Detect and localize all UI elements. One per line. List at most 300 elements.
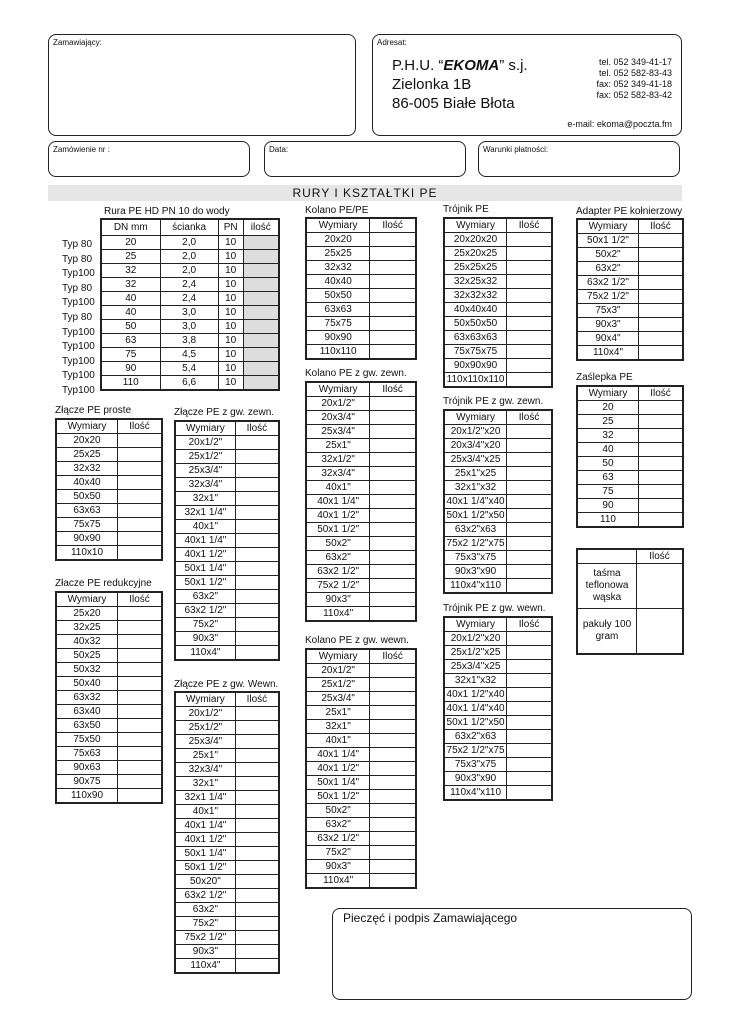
quantity-cell[interactable] xyxy=(370,275,416,289)
table-row: 75x50 xyxy=(56,733,162,747)
quantity-cell[interactable] xyxy=(507,744,552,758)
quantity-cell[interactable] xyxy=(507,495,552,509)
quantity-cell[interactable] xyxy=(235,763,279,777)
quantity-cell[interactable] xyxy=(117,705,162,719)
quantity-cell[interactable] xyxy=(117,719,162,733)
pipe-type-label: Typ100 xyxy=(62,385,95,396)
table-row: 63x2 1/2" xyxy=(175,889,279,903)
quantity-cell[interactable] xyxy=(235,735,279,749)
company-name: EKOMA xyxy=(443,57,500,74)
zaslepka-table: Wymiary Ilość 20 25 32 40 50 63 75 90 110 xyxy=(576,385,684,528)
quantity-cell[interactable] xyxy=(370,692,416,706)
table-row: 40x1 1/4"x40 xyxy=(444,495,552,509)
quantity-cell[interactable] xyxy=(235,632,279,646)
quantity-cell[interactable] xyxy=(370,804,416,818)
table-row: 90x3" xyxy=(306,593,416,607)
quantity-cell[interactable] xyxy=(507,303,552,317)
quantity-cell[interactable] xyxy=(507,439,552,453)
quantity-cell[interactable] xyxy=(638,401,683,415)
quantity-cell[interactable] xyxy=(235,889,279,903)
quantity-cell[interactable] xyxy=(235,604,279,618)
quantity-cell[interactable] xyxy=(370,860,416,874)
quantity-cell[interactable] xyxy=(507,772,552,786)
table-row: 63 xyxy=(577,471,683,485)
quantity-cell[interactable] xyxy=(117,789,162,804)
pipe-header: ilość xyxy=(243,219,279,236)
table-row: 63x63 xyxy=(56,504,162,518)
quantity-cell[interactable] xyxy=(507,716,552,730)
table-row: 32x3/4" xyxy=(306,467,416,481)
quantity-cell[interactable] xyxy=(117,747,162,761)
quantity-cell[interactable] xyxy=(507,537,552,551)
table-row: 32x1"x32 xyxy=(444,674,552,688)
table-row: 90 5,4 10 xyxy=(101,362,279,376)
table-row: 63x32 xyxy=(56,691,162,705)
quantity-cell[interactable] xyxy=(370,776,416,790)
quantity-cell[interactable] xyxy=(235,833,279,847)
table-row: 50 xyxy=(577,457,683,471)
phone-list: tel. 052 349-41-17 tel. 052 582-83-43 fax: 052 349-41-18 fax: 052 582-83-42 xyxy=(596,57,672,100)
zlacze-zewn-table: Wymiary Ilość 20x1/2" 25x1/2" 25x3/4" 32x3/4" 32x1" 32x1 1/4" 40x1" 40x1 1/4" 40x1 1/2" 50x1 1/4" 50x1 1/2" 63x2" 63x2 1/2" 75x2" 90x3" 110x4" xyxy=(174,420,280,661)
table-row: 50x1 1/4" xyxy=(175,847,279,861)
quantity-cell[interactable] xyxy=(117,434,162,448)
quantity-cell[interactable] xyxy=(370,790,416,804)
zlacze-red-caption: Złacze PE redukcyjne xyxy=(55,578,152,589)
teflon-tape-label: taśma teflonowa wąska xyxy=(577,564,637,609)
table-row: 75x2" xyxy=(175,618,279,632)
quantity-cell[interactable] xyxy=(370,832,416,846)
quantity-cell[interactable] xyxy=(370,317,416,331)
table-row: 50x1 1/2" xyxy=(175,576,279,590)
pipe-header: PN xyxy=(218,219,243,236)
trojnik-wewn-caption: Trójnik PE z gw. wewn. xyxy=(443,603,546,614)
quantity-cell[interactable] xyxy=(507,467,552,481)
quantity-cell[interactable] xyxy=(235,492,279,506)
zlacze-zewn-caption: Złącze PE z gw. zewn. xyxy=(174,407,275,418)
table-row: 63x2 1/2" xyxy=(175,604,279,618)
quantity-cell[interactable] xyxy=(507,523,552,537)
table-row: 50x50x50 xyxy=(444,317,552,331)
quantity-cell[interactable] xyxy=(235,917,279,931)
table-row: 50x1 1/4" xyxy=(306,776,416,790)
table-row: 40x1" xyxy=(306,481,416,495)
table-row: 90 xyxy=(577,499,683,513)
table-row: 40x1 1/4" xyxy=(306,748,416,762)
email: e-mail: ekoma@poczta.fm xyxy=(567,119,672,129)
table-row: 110x10 xyxy=(56,546,162,561)
table-row: 40x1" xyxy=(175,805,279,819)
table-row: 20x1/2"x20 xyxy=(444,632,552,646)
quantity-cell[interactable] xyxy=(235,436,279,450)
quantity-cell[interactable] xyxy=(235,959,279,974)
quantity-cell[interactable] xyxy=(235,721,279,735)
quantity-cell[interactable] xyxy=(370,303,416,317)
table-row: 90x3" xyxy=(577,318,683,332)
date-box[interactable]: Data: xyxy=(264,141,466,177)
quantity-cell[interactable] xyxy=(638,415,683,429)
misc-table: Ilość taśma teflonowa wąska pakuły 100 gram xyxy=(576,548,684,655)
quantity-cell[interactable] xyxy=(370,762,416,776)
quantity-cell[interactable] xyxy=(507,565,552,579)
quantity-cell[interactable] xyxy=(638,457,683,471)
table-row: 63x2 1/2" xyxy=(306,832,416,846)
quantity-cell[interactable] xyxy=(117,761,162,775)
quantity-cell[interactable] xyxy=(507,317,552,331)
quantity-cell[interactable] xyxy=(235,861,279,875)
quantity-cell[interactable] xyxy=(370,551,416,565)
quantity-cell[interactable] xyxy=(235,945,279,959)
table-row: 50x2" xyxy=(306,537,416,551)
table-row: 25x3/4" xyxy=(306,692,416,706)
quantity-cell[interactable] xyxy=(638,234,683,248)
payment-box[interactable]: Warunki płatności: xyxy=(478,141,680,177)
quantity-cell[interactable] xyxy=(370,874,416,889)
quantity-cell[interactable] xyxy=(638,318,683,332)
quantity-cell[interactable] xyxy=(370,565,416,579)
table-row: 40 3,0 10 xyxy=(101,306,279,320)
table-row: 110x4"x110 xyxy=(444,579,552,594)
quantity-cell[interactable] xyxy=(638,499,683,513)
quantity-cell[interactable] xyxy=(370,509,416,523)
table-row: 20x1/2" xyxy=(306,397,416,411)
quantity-cell[interactable] xyxy=(117,621,162,635)
quantity-cell[interactable] xyxy=(117,518,162,532)
quantity-cell[interactable] xyxy=(235,548,279,562)
quantity-cell[interactable] xyxy=(235,819,279,833)
quantity-cell[interactable] xyxy=(638,485,683,499)
table-row: 75x3"x75 xyxy=(444,758,552,772)
quantity-cell[interactable] xyxy=(507,730,552,744)
quantity-cell[interactable] xyxy=(117,649,162,663)
quantity-cell[interactable] xyxy=(370,411,416,425)
quantity-cell[interactable] xyxy=(507,261,552,275)
quantity-cell[interactable] xyxy=(235,646,279,661)
quantity-cell[interactable] xyxy=(235,749,279,763)
quantity-cell[interactable] xyxy=(507,275,552,289)
quantity-cell[interactable] xyxy=(370,734,416,748)
table-row: 25x1/2" xyxy=(306,678,416,692)
kolano-zewn-table: Wymiary Ilość 20x1/2" 20x3/4" 25x3/4" 25x1" 32x1/2" 32x3/4" 40x1" 40x1 1/4" 40x1 1/2" 50x1 1/2" 50x2" 63x2" 63x2 1/2" 75x2 1/2" 90x3" 110x4" xyxy=(305,381,417,622)
kolano-table: Wymiary Ilość 20x20 25x25 32x32 40x40 50x50 63x63 75x75 90x90 110x110 xyxy=(305,217,417,360)
quantity-cell[interactable] xyxy=(507,425,552,439)
table-row: 75x75x75 xyxy=(444,345,552,359)
quantity-cell[interactable] xyxy=(507,453,552,467)
quantity-cell[interactable] xyxy=(507,247,552,261)
pipe-caption: Rura PE HD PN 10 do wody xyxy=(104,206,230,217)
quantity-cell[interactable] xyxy=(370,537,416,551)
quantity-cell[interactable] xyxy=(507,579,552,594)
quantity-cell[interactable] xyxy=(638,429,683,443)
table-row: 40x1 1/2" xyxy=(306,762,416,776)
table-row: 20x1/2" xyxy=(175,436,279,450)
table-row: 63x63 xyxy=(306,303,416,317)
quantity-cell[interactable] xyxy=(235,590,279,604)
zlacze-wewn-table: Wymiary Ilość 20x1/2" 25x1/2" 25x3/4" 25x1" 32x3/4" 32x1" 32x1 1/4" 40x1" 40x1 1/4" 40x1 1/2" 50x1 1/4" 50x1 1/2" 50x20" 63x2 1/2" 63x2" 75x2" 75x2 1/2" 90x3" 110x4" xyxy=(174,691,280,974)
quantity-cell[interactable] xyxy=(370,345,416,360)
table-row: 32 2,0 10 xyxy=(101,264,279,278)
adapter-caption: Adapter PE kołnierzowy xyxy=(576,206,683,217)
quantity-cell[interactable] xyxy=(507,786,552,801)
quantity-cell[interactable] xyxy=(507,632,552,646)
table-row: 75x2" xyxy=(175,917,279,931)
table-row: 50x1 1/4" xyxy=(175,562,279,576)
quantity-cell[interactable] xyxy=(370,467,416,481)
pipe-type-label: Typ 80 xyxy=(62,239,93,250)
table-row: 63x50 xyxy=(56,719,162,733)
table-row: 110x4" xyxy=(175,959,279,974)
pipe-type-label: Typ100 xyxy=(62,268,95,280)
signature-box[interactable] xyxy=(332,908,692,1000)
quantity-cell[interactable] xyxy=(370,664,416,678)
quantity-cell[interactable] xyxy=(507,345,552,359)
table-row: 63x2" xyxy=(306,818,416,832)
zaslepka-caption: Zaślepka PE xyxy=(576,372,633,383)
table-row: 20x3/4" xyxy=(306,411,416,425)
table-row: 32x25x32 xyxy=(444,275,552,289)
table-row: 75x75 xyxy=(56,518,162,532)
quantity-cell[interactable] xyxy=(507,359,552,373)
table-row: 75x2 1/2" xyxy=(577,290,683,304)
table-row: 75x3"x75 xyxy=(444,551,552,565)
quantity-cell[interactable] xyxy=(370,607,416,622)
table-row: 40x32 xyxy=(56,635,162,649)
quantity-cell[interactable] xyxy=(235,805,279,819)
quantity-cell[interactable] xyxy=(117,733,162,747)
table-row: 40x40 xyxy=(56,476,162,490)
table-row: 75x75 xyxy=(306,317,416,331)
table-row: 63x2" xyxy=(175,590,279,604)
quantity-cell[interactable] xyxy=(117,448,162,462)
quantity-cell[interactable] xyxy=(117,490,162,504)
table-row: 75x63 xyxy=(56,747,162,761)
table-row: 32 2,4 10 xyxy=(101,278,279,292)
quantity-cell[interactable] xyxy=(638,276,683,290)
quantity-cell[interactable] xyxy=(235,506,279,520)
quantity-cell[interactable] xyxy=(507,758,552,772)
table-row: 110 6,6 10 xyxy=(101,376,279,391)
table-row: 32x3/4" xyxy=(175,478,279,492)
quantity-cell[interactable] xyxy=(370,593,416,607)
table-row: 90x3"x90 xyxy=(444,772,552,786)
quantity-cell[interactable] xyxy=(235,464,279,478)
addressee-label: Adresat: xyxy=(377,38,407,47)
quantity-cell[interactable] xyxy=(370,261,416,275)
table-row: 50x2" xyxy=(577,248,683,262)
table-row: 25x1" xyxy=(306,706,416,720)
pipe-header: DN mm xyxy=(101,219,160,236)
quantity-cell[interactable] xyxy=(370,247,416,261)
table-row: 25x25 xyxy=(306,247,416,261)
quantity-cell[interactable] xyxy=(638,471,683,485)
quantity-cell[interactable] xyxy=(370,439,416,453)
adapter-table: Wymiary Ilość 50x1 1/2" 50x2" 63x2" 63x2 1/2" 75x2 1/2" 75x3" 90x3" 90x4" 110x4" xyxy=(576,218,684,361)
quantity-cell[interactable] xyxy=(638,332,683,346)
quantity-cell[interactable] xyxy=(638,262,683,276)
table-row: 32x3/4" xyxy=(175,763,279,777)
quantity-cell[interactable] xyxy=(507,646,552,660)
table-row: 20x1/2" xyxy=(175,707,279,721)
table-row: 32 xyxy=(577,429,683,443)
quantity-cell[interactable] xyxy=(370,678,416,692)
quantity-cell[interactable] xyxy=(235,534,279,548)
quantity-cell[interactable] xyxy=(235,791,279,805)
quantity-cell[interactable] xyxy=(370,481,416,495)
quantity-cell[interactable] xyxy=(235,576,279,590)
quantity-cell[interactable] xyxy=(638,513,683,528)
quantity-cell[interactable] xyxy=(370,818,416,832)
table-row: 40x1" xyxy=(306,734,416,748)
table-row: 32x1/2" xyxy=(306,453,416,467)
quantity-cell[interactable] xyxy=(370,720,416,734)
quantity-cell[interactable] xyxy=(638,290,683,304)
orderer-box[interactable] xyxy=(48,34,356,136)
table-row: 90x90x90 xyxy=(444,359,552,373)
table-row: 63x2"x63 xyxy=(444,730,552,744)
quantity-cell[interactable] xyxy=(507,509,552,523)
table-row: 90x90 xyxy=(306,331,416,345)
quantity-cell[interactable] xyxy=(117,462,162,476)
quantity-cell[interactable] xyxy=(370,397,416,411)
table-row: 110x90 xyxy=(56,789,162,804)
quantity-cell[interactable] xyxy=(235,903,279,917)
table-row: 25x3/4" xyxy=(175,464,279,478)
signature-label: Pieczęć i podpis Zamawiającego xyxy=(343,911,518,925)
table-row: 90x3"x90 xyxy=(444,565,552,579)
table-row: 40x1 1/2" xyxy=(306,509,416,523)
quantity-cell[interactable] xyxy=(370,523,416,537)
pipe-header: ścianka xyxy=(160,219,218,236)
quantity-cell[interactable] xyxy=(370,579,416,593)
table-row: 90x75 xyxy=(56,775,162,789)
quantity-cell[interactable] xyxy=(235,847,279,861)
kolano-caption: Kolano PE/PE xyxy=(305,205,369,216)
quantity-cell[interactable] xyxy=(235,520,279,534)
quantity-cell[interactable] xyxy=(370,453,416,467)
table-row: 50x50 xyxy=(56,490,162,504)
kolano-wewn-table: Wymiary Ilość 20x1/2" 25x1/2" 25x3/4" 25x1" 32x1" 40x1" 40x1 1/4" 40x1 1/2" 50x1 1/4" 50x1 1/2" 50x2" 63x2" 63x2 1/2" 75x2" 90x3" 110x4" xyxy=(305,648,417,889)
quantity-cell[interactable] xyxy=(370,495,416,509)
table-row: 50x1 1/2" xyxy=(306,790,416,804)
quantity-cell[interactable] xyxy=(117,635,162,649)
table-row: 25x1"x25 xyxy=(444,467,552,481)
table-row: 90x3" xyxy=(306,860,416,874)
zlacze-proste-caption: Złącze PE proste xyxy=(55,405,132,416)
quantity-cell[interactable] xyxy=(117,546,162,561)
quantity-cell[interactable] xyxy=(235,707,279,721)
table-row: 25x3/4"x25 xyxy=(444,660,552,674)
table-row: 25x1/2" xyxy=(175,721,279,735)
table-row: 40x1 1/2" xyxy=(175,833,279,847)
quantity-cell[interactable] xyxy=(235,478,279,492)
table-row: 32x1 1/4" xyxy=(175,791,279,805)
table-row: 50x1 1/2"x50 xyxy=(444,716,552,730)
table-row: 75x2 1/2" xyxy=(175,931,279,945)
quantity-cell[interactable] xyxy=(370,289,416,303)
quantity-cell[interactable] xyxy=(235,562,279,576)
quantity-cell[interactable] xyxy=(117,775,162,789)
table-row: 32x32x32 xyxy=(444,289,552,303)
order-no-box[interactable]: Zamówienie nr : xyxy=(48,141,250,177)
quantity-cell[interactable] xyxy=(638,248,683,262)
quantity-cell[interactable] xyxy=(235,450,279,464)
table-row: 63x2"x63 xyxy=(444,523,552,537)
quantity-cell[interactable] xyxy=(235,618,279,632)
pipe-type-label: Typ100 xyxy=(62,341,95,353)
zlacze-red-table: Wymiary Ilość 25x20 32x25 40x32 50x25 50x32 50x40 63x32 63x40 63x50 75x50 75x63 90x63 90x75 110x90 xyxy=(55,591,163,804)
quantity-cell[interactable] xyxy=(117,476,162,490)
table-row: 20 2,0 10 xyxy=(101,236,279,250)
pipe-table xyxy=(100,218,280,391)
trojnik-wewn-table: Wymiary Ilość 20x1/2"x20 25x1/2"x25 25x3/4"x25 32x1"x32 40x1 1/2"x40 40x1 1/4"x40 50x1 1/2"x50 63x2"x63 75x2 1/2"x75 75x3"x75 90x3"x90 110x4"x110 xyxy=(443,616,553,801)
quantity-cell[interactable] xyxy=(370,846,416,860)
quantity-cell[interactable] xyxy=(117,532,162,546)
quantity-cell[interactable] xyxy=(117,607,162,621)
quantity-cell[interactable] xyxy=(507,373,552,388)
quantity-cell[interactable] xyxy=(117,504,162,518)
table-row: 25x25x25 xyxy=(444,261,552,275)
quantity-cell[interactable] xyxy=(507,233,552,247)
table-row: 20x20x20 xyxy=(444,233,552,247)
quantity-cell[interactable] xyxy=(638,304,683,318)
table-row: 90x3" xyxy=(175,945,279,959)
table-row: 40x1" xyxy=(175,520,279,534)
quantity-cell[interactable] xyxy=(117,691,162,705)
quantity-cell[interactable] xyxy=(235,931,279,945)
table-row: 40 xyxy=(577,443,683,457)
quantity-cell[interactable] xyxy=(235,875,279,889)
quantity-cell[interactable] xyxy=(370,425,416,439)
quantity-cell[interactable] xyxy=(507,481,552,495)
kolano-wewn-caption: Kolano PE z gw. wewn. xyxy=(305,635,409,646)
quantity-cell[interactable] xyxy=(507,331,552,345)
quantity-cell[interactable] xyxy=(507,674,552,688)
table-row: 63x40 xyxy=(56,705,162,719)
table-row: 63 3,8 10 xyxy=(101,334,279,348)
table-row: 40x1 1/4" xyxy=(175,534,279,548)
trojnik-zewn-table: Wymiary Ilość 20x1/2"x20 20x3/4"x20 25x3/4"x25 25x1"x25 32x1"x32 40x1 1/4"x40 50x1 1/2"x50 63x2"x63 75x2 1/2"x75 75x3"x75 90x3"x90 110x4"x110 xyxy=(443,409,553,594)
quantity-cell[interactable] xyxy=(235,777,279,791)
table-row: 110 xyxy=(577,513,683,528)
table-row: 25x25 xyxy=(56,448,162,462)
quantity-cell[interactable] xyxy=(507,551,552,565)
table-row: 40x40x40 xyxy=(444,303,552,317)
quantity-cell[interactable] xyxy=(370,748,416,762)
quantity-cell[interactable] xyxy=(507,289,552,303)
quantity-cell[interactable] xyxy=(507,688,552,702)
table-row: 110x110x110 xyxy=(444,373,552,388)
pipe-type-label: Typ100 xyxy=(62,370,95,382)
table-row: 32x1 1/4" xyxy=(175,506,279,520)
table-row: 32x1"x32 xyxy=(444,481,552,495)
quantity-cell[interactable] xyxy=(638,443,683,457)
quantity-cell[interactable] xyxy=(370,706,416,720)
table-row: 110x4" xyxy=(306,874,416,889)
table-row: 50x1 1/2" xyxy=(306,523,416,537)
quantity-cell[interactable] xyxy=(507,702,552,716)
quantity-cell[interactable] xyxy=(370,331,416,345)
quantity-cell[interactable] xyxy=(370,233,416,247)
table-row: 25x3/4"x25 xyxy=(444,453,552,467)
table-row: 75x2" xyxy=(306,846,416,860)
quantity-cell[interactable] xyxy=(117,663,162,677)
quantity-cell[interactable] xyxy=(638,346,683,361)
quantity-cell[interactable] xyxy=(117,677,162,691)
table-row: 25 2,0 10 xyxy=(101,250,279,264)
table-row: 75 4,5 10 xyxy=(101,348,279,362)
quantity-cell[interactable] xyxy=(507,660,552,674)
table-row: 63x63x63 xyxy=(444,331,552,345)
table-row: 40x1 1/4" xyxy=(306,495,416,509)
